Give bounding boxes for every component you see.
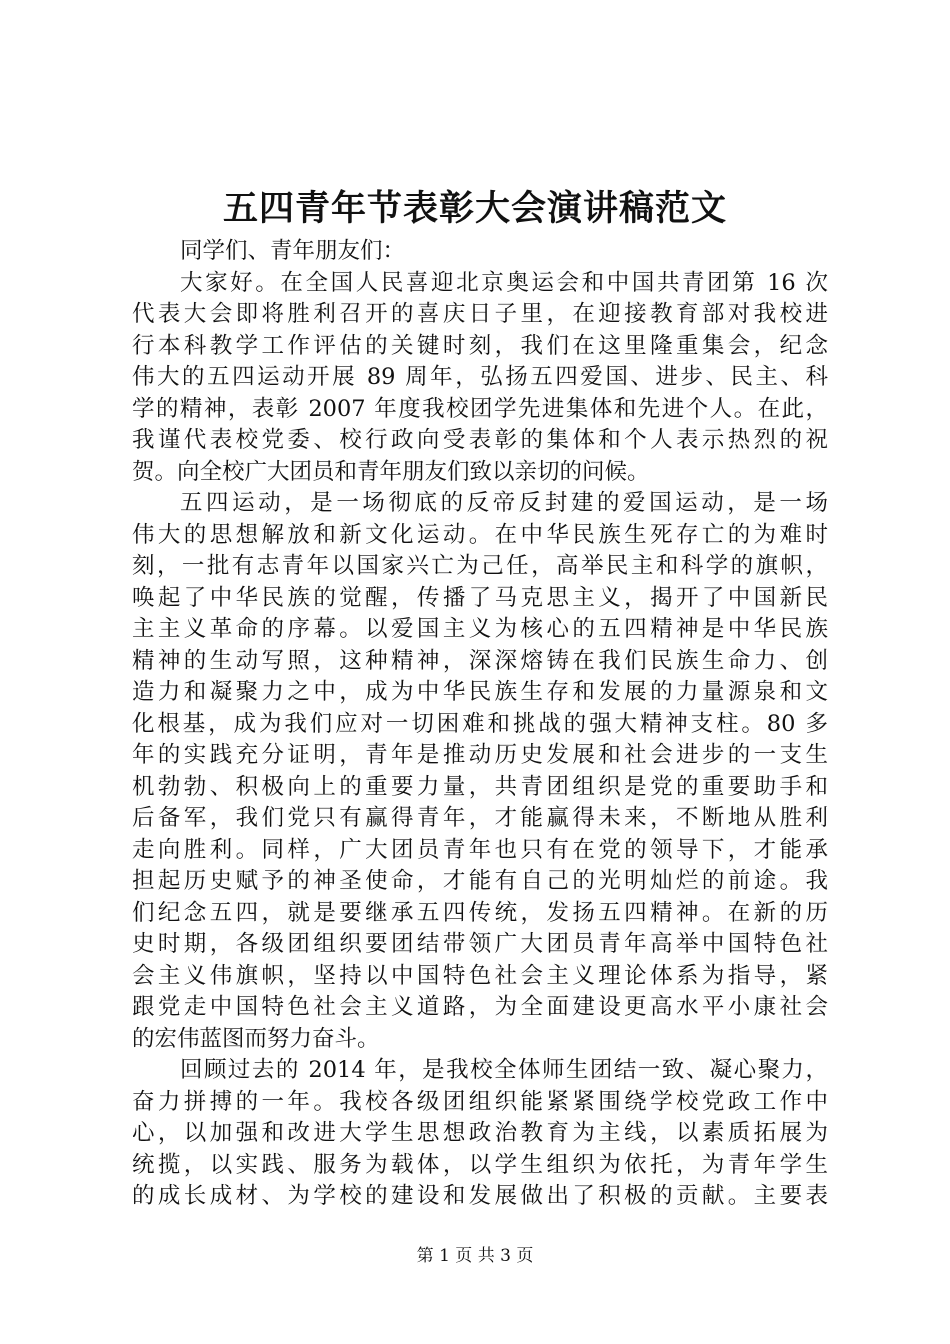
body-line: 我谨代表校党委、校行政向受表彰的集体和个人表示热烈的祝 [132,427,828,453]
body-line: 五四运动，是一场彻底的反帝反封建的爱国运动，是一场 [180,490,828,516]
body-line: 心，以加强和改进大学生思想政治教育为主线，以素质拓展为 [132,1120,828,1146]
body-line: 跟党走中国特色社会主义道路，为全面建设更高水平小康社会 [132,994,828,1020]
body-line: 学的精神，表彰 2007 年度我校团学先进集体和先进个人。在此， [132,395,828,422]
body-line: 们纪念五四，就是要继承五四传统，发扬五四精神。在新的历 [132,899,828,926]
body-line: 会主义伟旗帜，坚持以中国特色社会主义理论体系为指导，紧 [132,962,828,989]
body-line: 贺。向全校广大团员和青年朋友们致以亲切的问候。 [132,458,650,485]
body-line: 行本科教学工作评估的关键时刻，我们在这里隆重集会，纪念 [132,332,828,359]
body-line: 造力和凝聚力之中，成为中华民族生存和发展的力量源泉和文 [132,679,828,705]
body-line: 唤起了中华民族的觉醒，传播了马克思主义，揭开了中国新民 [132,584,828,611]
body-line: 奋力拼搏的一年。我校各级团组织能紧紧围绕学校党政工作中 [132,1088,828,1115]
body-line: 代表大会即将胜利召开的喜庆日子里，在迎接教育部对我校进 [132,301,828,327]
body-line: 机勃勃、积极向上的重要力量，共青团组织是党的重要助手和 [132,773,828,800]
body-line: 刻，一批有志青年以国家兴亡为己任，高举民主和科学的旗帜， [132,553,828,579]
document-body [132,236,828,1213]
body-line: 伟大的思想解放和新文化运动。在中华民族生死存亡的为难时 [132,521,828,548]
body-line: 的宏伟蓝图而努力奋斗。 [132,1025,380,1052]
body-line: 化根基，成为我们应对一切困难和挑战的强大精神支柱。80 多 [132,710,828,737]
body-line: 走向胜利。同样，广大团员青年也只有在党的领导下，才能承 [132,836,828,863]
salutation-line: 同学们、青年朋友们： [180,238,406,264]
body-line: 史时期，各级团组织要团结带领广大团员青年高举中国特色社 [132,931,828,957]
body-line: 精神的生动写照，这种精神，深深熔铸在我们民族生命力、创 [132,647,828,674]
body-line: 的成长成材、为学校的建设和发展做出了积极的贡献。主要表 [132,1183,828,1209]
body-line: 大家好。在全国人民喜迎北京奥运会和中国共青团第 16 次 [180,269,828,296]
body-line: 担起历史赋予的神圣使命，才能有自己的光明灿烂的前途。我 [132,868,828,894]
body-line: 后备军，我们党只有赢得青年，才能赢得未来，不断地从胜利 [132,805,828,831]
body-line: 年的实践充分证明，青年是推动历史发展和社会进步的一支生 [132,742,828,768]
page-number-footer: 第 1 页 共 3 页 [416,1246,534,1266]
document-title: 五四青年节表彰大会演讲稿范文 [222,188,727,229]
body-line: 回顾过去的 2014 年，是我校全体师生团结一致、凝心聚力， [180,1057,828,1083]
body-line: 伟大的五四运动开展 89 周年，弘扬五四爱国、进步、民主、科 [132,364,828,390]
body-line: 统揽，以实践、服务为载体，以学生组织为依托，为青年学生 [132,1151,828,1178]
body-line: 主主义革命的序幕。以爱国主义为核心的五四精神是中华民族 [132,616,828,642]
